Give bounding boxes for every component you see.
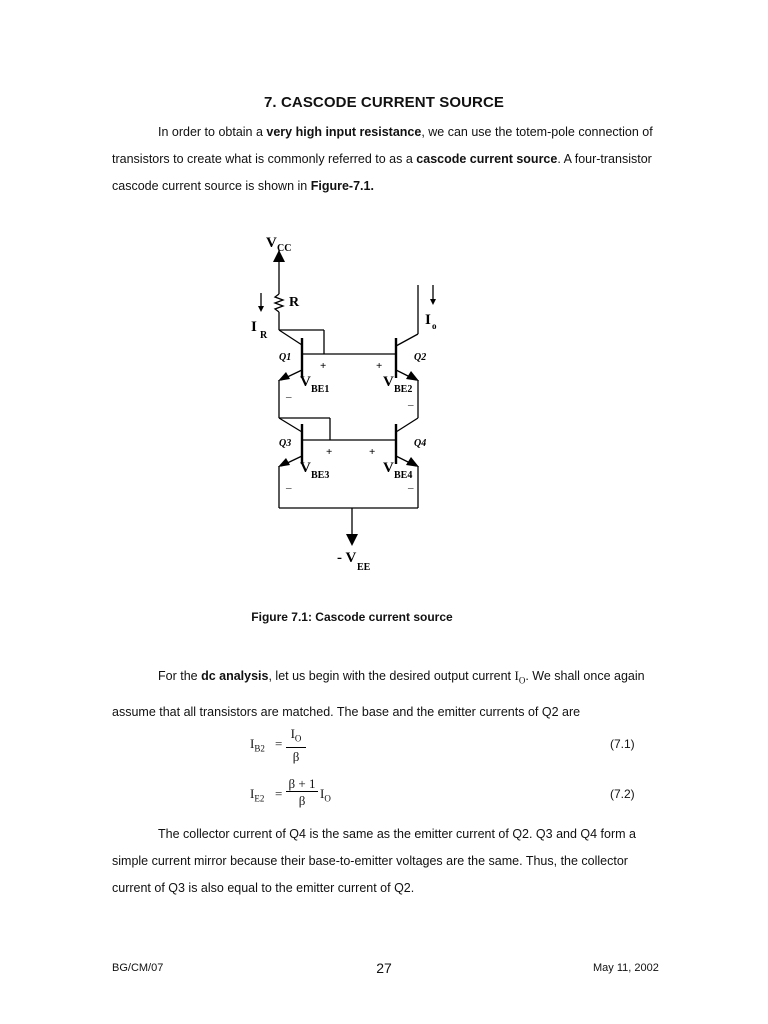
mirror-line-1: The collector current of Q4 is the same as the emitter current of Q2. Q3 and Q4 form a xyxy=(158,827,636,841)
q3-emitter-arrow-icon xyxy=(278,458,290,467)
q4-collector xyxy=(396,418,418,432)
io-sub: o xyxy=(432,321,437,331)
text-run: transistors to create what is commonly referred to as a xyxy=(112,152,417,166)
vbe1-sub: BE1 xyxy=(311,384,330,395)
plus-sign: + xyxy=(320,360,327,372)
plus-sign: + xyxy=(326,446,333,458)
eq1-denominator: β xyxy=(292,748,300,764)
eq1-numerator xyxy=(286,726,306,748)
page-number: 27 xyxy=(376,960,392,976)
minus-sign: _ xyxy=(408,395,414,407)
bold-term: dc analysis xyxy=(201,669,269,683)
eq2-lhs xyxy=(250,786,264,804)
q2-emitter-arrow-icon xyxy=(406,371,419,381)
eq2-equals: = xyxy=(275,786,283,801)
figure-reference: Figure-7.1. xyxy=(310,179,374,193)
vbe3-v: V xyxy=(300,460,311,476)
eq1-fraction xyxy=(286,726,306,765)
ir-arrow-icon xyxy=(258,306,264,312)
text-run: . A four-transistor xyxy=(557,152,652,166)
eq2-number: (7.2) xyxy=(610,787,635,801)
text-run: cascode current source is shown in xyxy=(112,179,311,193)
plus-sign: + xyxy=(369,446,376,458)
eq1-equals: = xyxy=(275,736,283,751)
vcc-label: V xyxy=(266,235,277,251)
minus-sign: _ xyxy=(408,478,414,490)
resistor-r xyxy=(275,294,283,312)
vbe2-v: V xyxy=(383,374,394,390)
eq1-num-letter: I xyxy=(290,726,295,741)
vcc-sub: CC xyxy=(277,243,292,254)
vee-arrow-icon xyxy=(346,534,358,546)
eq2-fraction xyxy=(286,776,318,809)
eq1-lhs-sub: B2 xyxy=(254,743,265,754)
q2-collector xyxy=(396,334,418,346)
vbe2-sub: BE2 xyxy=(394,384,413,395)
dc-analysis-paragraph xyxy=(112,660,672,728)
io-label: I xyxy=(425,312,431,328)
eq2-io-sub: O xyxy=(324,793,331,804)
eq2-lhs-letter: I xyxy=(250,786,255,801)
equation-7-2 xyxy=(250,776,450,816)
vee-label: - V xyxy=(337,550,357,566)
r-label: R xyxy=(289,295,300,310)
q3-label: Q3 xyxy=(279,438,292,449)
dc-line-1 xyxy=(112,660,672,697)
footer-doc-id: BG/CM/07 xyxy=(112,962,164,974)
eq1-lhs-letter: I xyxy=(250,736,255,751)
figure-caption: Figure 7.1: Cascode current source xyxy=(251,610,453,624)
io-letter: I xyxy=(514,668,519,683)
minus-sign: _ xyxy=(286,387,292,399)
io-symbol xyxy=(514,668,526,686)
eq1-lhs xyxy=(250,736,265,754)
text-run: , we can use the totem-pole connection of xyxy=(421,125,653,139)
q4-label: Q4 xyxy=(414,438,427,449)
eq1-number: (7.1) xyxy=(610,737,635,751)
q3-collector xyxy=(279,418,302,432)
q1-emitter-arrow-icon xyxy=(278,372,290,381)
vbe4-sub: BE4 xyxy=(394,470,413,481)
bold-term: very high input resistance xyxy=(266,125,422,139)
plus-sign: + xyxy=(376,360,383,372)
bold-term: cascode current source xyxy=(416,152,558,166)
mirror-line-3: current of Q3 is also equal to the emitter current of Q2. xyxy=(112,881,415,895)
q1-collector xyxy=(279,330,302,345)
text-run: . We shall once again xyxy=(525,669,645,683)
text-run: , let us begin with the desired output current xyxy=(268,669,515,683)
dc-line-2: assume that all transistors are matched. The base and the emitter currents of Q2 are xyxy=(112,704,581,719)
q2-label: Q2 xyxy=(414,352,427,363)
eq2-io-letter: I xyxy=(320,786,325,801)
q1-label: Q1 xyxy=(279,352,292,363)
io-arrow-icon xyxy=(430,299,436,305)
eq2-denominator: β xyxy=(298,793,306,808)
vbe3-sub: BE3 xyxy=(311,470,330,481)
eq2-numerator: β + 1 xyxy=(286,776,318,792)
q4-emitter-arrow-icon xyxy=(406,457,419,467)
eq2-lhs-sub: E2 xyxy=(254,793,265,804)
mirror-paragraph xyxy=(112,821,672,902)
ir-sub: R xyxy=(260,330,268,341)
equation-7-1 xyxy=(250,726,450,766)
mirror-line-2: simple current mirror because their base-to-emitter voltages are the same. Thus, the collector xyxy=(112,854,628,868)
eq1-num-sub: O xyxy=(294,733,302,744)
eq2-io xyxy=(320,786,331,804)
ir-label: I xyxy=(251,319,257,335)
vbe4-v: V xyxy=(383,460,394,476)
io-subscript: O xyxy=(518,675,526,686)
vbe1-v: V xyxy=(300,374,311,390)
section-title: 7. CASCODE CURRENT SOURCE xyxy=(263,94,505,111)
vee-sub: EE xyxy=(357,562,371,573)
text-run: In order to obtain a xyxy=(158,125,267,139)
text-run: For the xyxy=(158,669,202,683)
minus-sign: _ xyxy=(286,478,292,490)
footer-date: May 11, 2002 xyxy=(593,962,659,974)
